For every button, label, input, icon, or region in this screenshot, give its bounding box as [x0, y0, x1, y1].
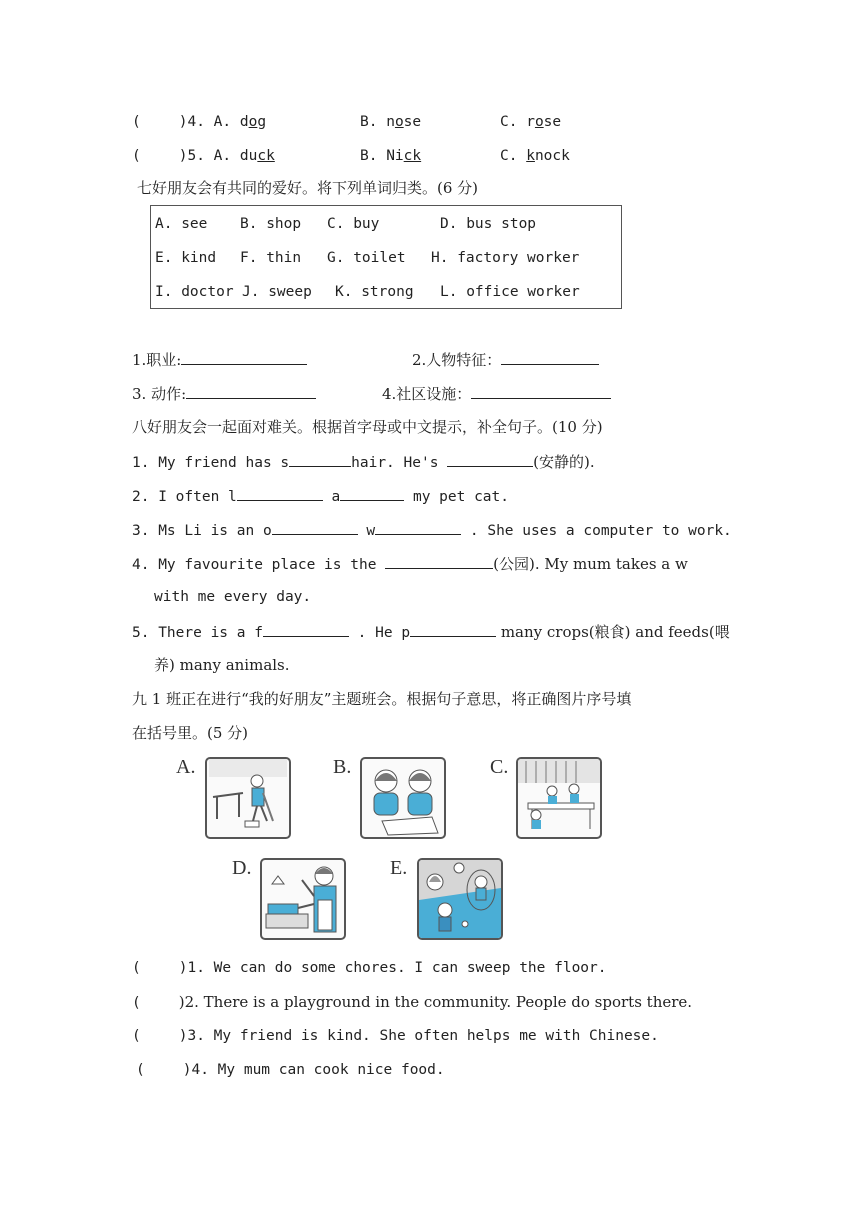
match-1: ( )1. We can do some chores. I can sweep the floor. — [132, 960, 607, 976]
category-facility: 4.社区设施： — [382, 383, 611, 404]
picture-label-a: A. — [176, 756, 196, 778]
sentence-5-cont: 养) many animals. — [154, 656, 290, 674]
category-action: 3. 动作: — [132, 383, 316, 404]
blank[interactable] — [340, 485, 404, 501]
picture-a-sweeping — [205, 757, 291, 839]
blank[interactable] — [237, 485, 323, 501]
blank[interactable] — [375, 519, 461, 535]
blank[interactable] — [263, 621, 349, 637]
sentence-5: 5. There is a f . He p many crops(粮食) and feeds(喂 — [132, 623, 730, 641]
item-number: )4. — [178, 114, 205, 130]
blank[interactable] — [272, 519, 358, 535]
picture-e-playground — [417, 858, 503, 940]
q6-row-5 — [132, 146, 275, 166]
sentence-1: 1. My friend has s hair. He's (安静的). — [132, 453, 595, 471]
option-a: A. duck — [213, 148, 275, 164]
picture-label-b: B. — [333, 756, 352, 778]
match-2: ( )2. There is a playground in the community. People do sports there. — [132, 993, 693, 1011]
action-blank[interactable] — [186, 383, 316, 399]
section-8-title: 八好朋友会一起面对难关。根据首字母或中文提示，补全句子。(10 分) — [132, 418, 603, 436]
picture-c-classroom — [516, 757, 602, 839]
paren: ( — [132, 148, 141, 164]
job-blank[interactable] — [181, 349, 307, 365]
feature-blank[interactable] — [501, 349, 599, 365]
q6-row-4 — [132, 112, 266, 132]
q6-row-5-b: B. Nick — [360, 148, 422, 164]
q6-row-5-c: C. knock — [500, 148, 570, 164]
blank[interactable] — [385, 553, 493, 569]
sentence-3: 3. Ms Li is an o w . She uses a computer to work. — [132, 519, 732, 541]
facility-blank[interactable] — [471, 383, 611, 399]
picture-d-cooking — [260, 858, 346, 940]
blank[interactable] — [289, 451, 351, 467]
blank[interactable] — [410, 621, 496, 637]
q6-row-4-c: C. rose — [500, 114, 562, 130]
picture-label-e: E. — [390, 857, 408, 879]
match-3: ( )3. My friend is kind. She often helps me with Chinese. — [132, 1028, 659, 1044]
sentence-2: 2. I often l a my pet cat. — [132, 485, 509, 507]
picture-b-helping — [360, 757, 446, 839]
item-number: )5. — [178, 148, 205, 164]
section-9-title: 九 1 班正在进行“我的好朋友”主题班会。根据句子意思，将正确图片序号填 — [132, 690, 632, 708]
blank[interactable] — [447, 451, 533, 467]
paren: ( — [132, 114, 141, 130]
option-a: A. dog — [213, 114, 267, 130]
picture-label-d: D. — [232, 857, 252, 879]
section-9-title-cont: 在括号里。(5 分) — [132, 724, 249, 742]
category-feature: 2.人物特征： — [412, 349, 599, 370]
picture-label-c: C. — [490, 756, 509, 778]
q6-row-4-b: B. nose — [360, 114, 422, 130]
sentence-4-cont: with me every day. — [154, 589, 312, 605]
category-job: 1.职业: — [132, 349, 307, 370]
match-4: ( )4. My mum can cook nice food. — [136, 1062, 445, 1078]
sentence-4: 4. My favourite place is the (公园). My mum takes a w — [132, 555, 688, 573]
section-7-title: 七好朋友会有共同的爱好。将下列单词归类。(6 分) — [137, 179, 479, 197]
